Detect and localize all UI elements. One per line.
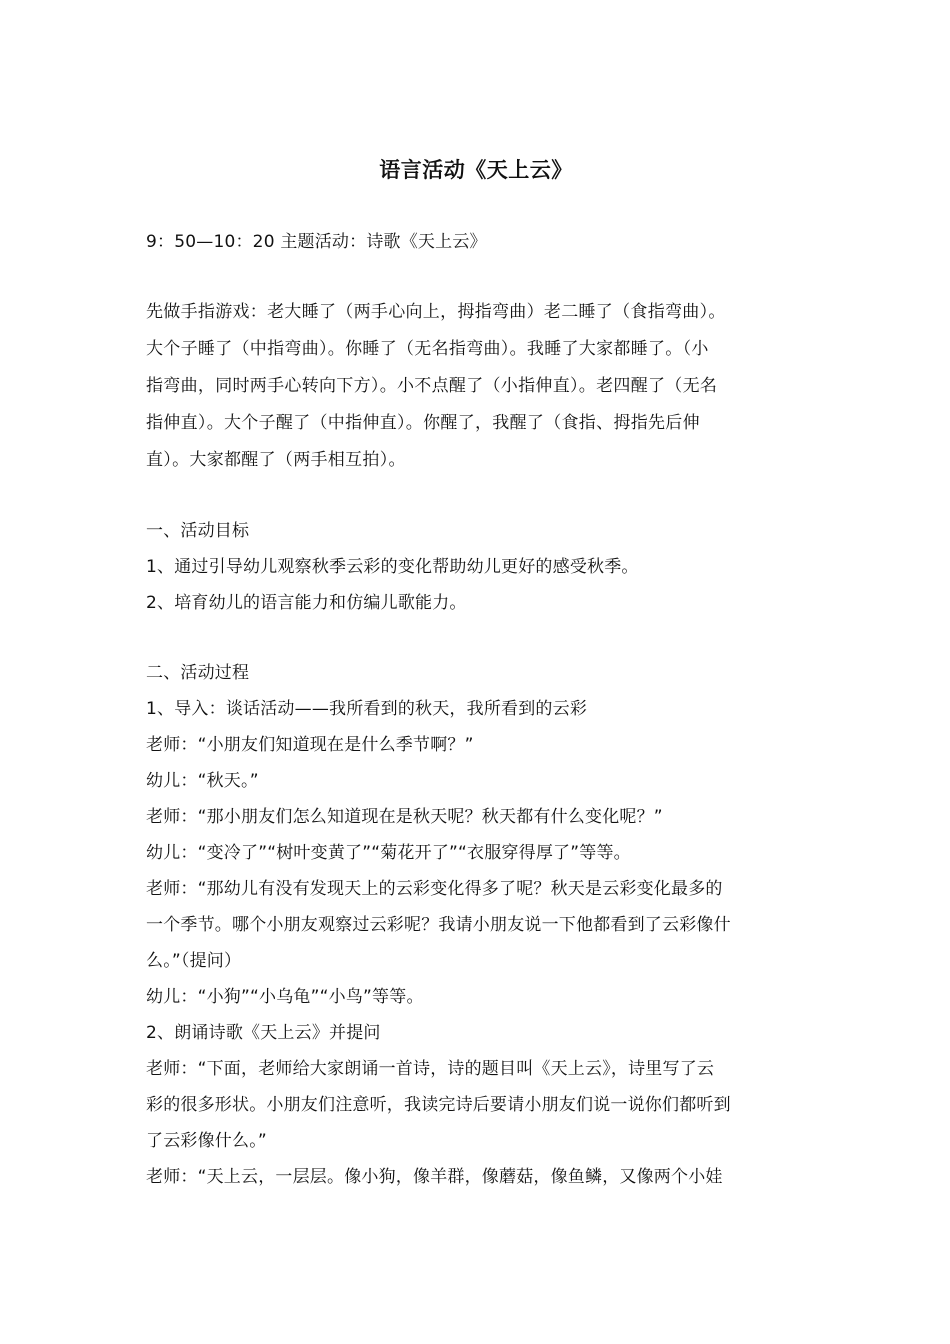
process-line: 老师：“下面，老师给大家朗诵一首诗，诗的题目叫《天上云》，诗里写了云 <box>146 1059 715 1079</box>
process-line: 1、导入：谈话活动——我所看到的秋天，我所看到的云彩 <box>146 699 588 719</box>
process-line: 2、朗诵诗歌《天上云》并提问 <box>146 1023 381 1043</box>
schedule-line: 9：50—10：20 主题活动：诗歌《天上云》 <box>146 232 487 252</box>
process-line: 老师：“那小朋友们怎么知道现在是秋天呢？秋天都有什么变化呢？” <box>146 807 663 827</box>
finger-game-line: 先做手指游戏：老大睡了（两手心向上，拇指弯曲）老二睡了（食指弯曲）。 <box>146 302 726 322</box>
section-process <box>146 655 806 1195</box>
process-line: 彩的很多形状。小朋友们注意听，我读完诗后要请小朋友们说一说你们都听到 <box>146 1095 731 1115</box>
process-line: 幼儿：“变冷了”“树叶变黄了”“菊花开了”“衣服穿得厚了”等等。 <box>146 843 631 863</box>
finger-game-paragraph <box>146 294 806 479</box>
process-line: 老师：“天上云，一层层。像小狗，像羊群，像蘑菇，像鱼鳞，又像两个小娃 <box>146 1167 723 1187</box>
section-heading: 二、活动过程 <box>146 663 250 683</box>
finger-game-line: 直）。大家都醒了（两手相互拍）。 <box>146 450 406 470</box>
process-line: 幼儿：“秋天。” <box>146 771 259 791</box>
paragraph-gap <box>146 621 806 655</box>
finger-game-line: 指伸直）。大个子醒了（中指伸直）。你醒了，我醒了（食指、拇指先后伸 <box>146 413 700 433</box>
process-line: 么。”（提问） <box>146 951 242 971</box>
paragraph-gap <box>146 479 806 513</box>
process-line: 幼儿：“小狗”“小乌龟”“小鸟”等等。 <box>146 987 424 1007</box>
finger-game-line: 指弯曲，同时两手心转向下方）。小不点醒了（小指伸直）。老四醒了（无名 <box>146 376 718 396</box>
process-line: 一个季节。哪个小朋友观察过云彩呢？我请小朋友说一下他都看到了云彩像什 <box>146 915 731 935</box>
process-line: 了云彩像什么。” <box>146 1131 267 1151</box>
goal-item: 1、通过引导幼儿观察秋季云彩的变化帮助幼儿更好的感受秋季。 <box>146 557 639 577</box>
document-title: 语言活动《天上云》 <box>379 158 573 182</box>
section-heading: 一、活动目标 <box>146 521 250 541</box>
section-goals <box>146 513 806 621</box>
goal-item: 2、培育幼儿的语言能力和仿编儿歌能力。 <box>146 593 467 613</box>
finger-game-line: 大个子睡了（中指弯曲）。你睡了（无名指弯曲）。我睡了大家都睡了。（小 <box>146 339 709 359</box>
paragraph-gap <box>146 260 806 294</box>
document-body <box>146 150 806 1195</box>
process-line: 老师：“那幼儿有没有发现天上的云彩变化得多了呢？秋天是云彩变化最多的 <box>146 879 723 899</box>
process-line: 老师：“小朋友们知道现在是什么季节啊？” <box>146 735 474 755</box>
